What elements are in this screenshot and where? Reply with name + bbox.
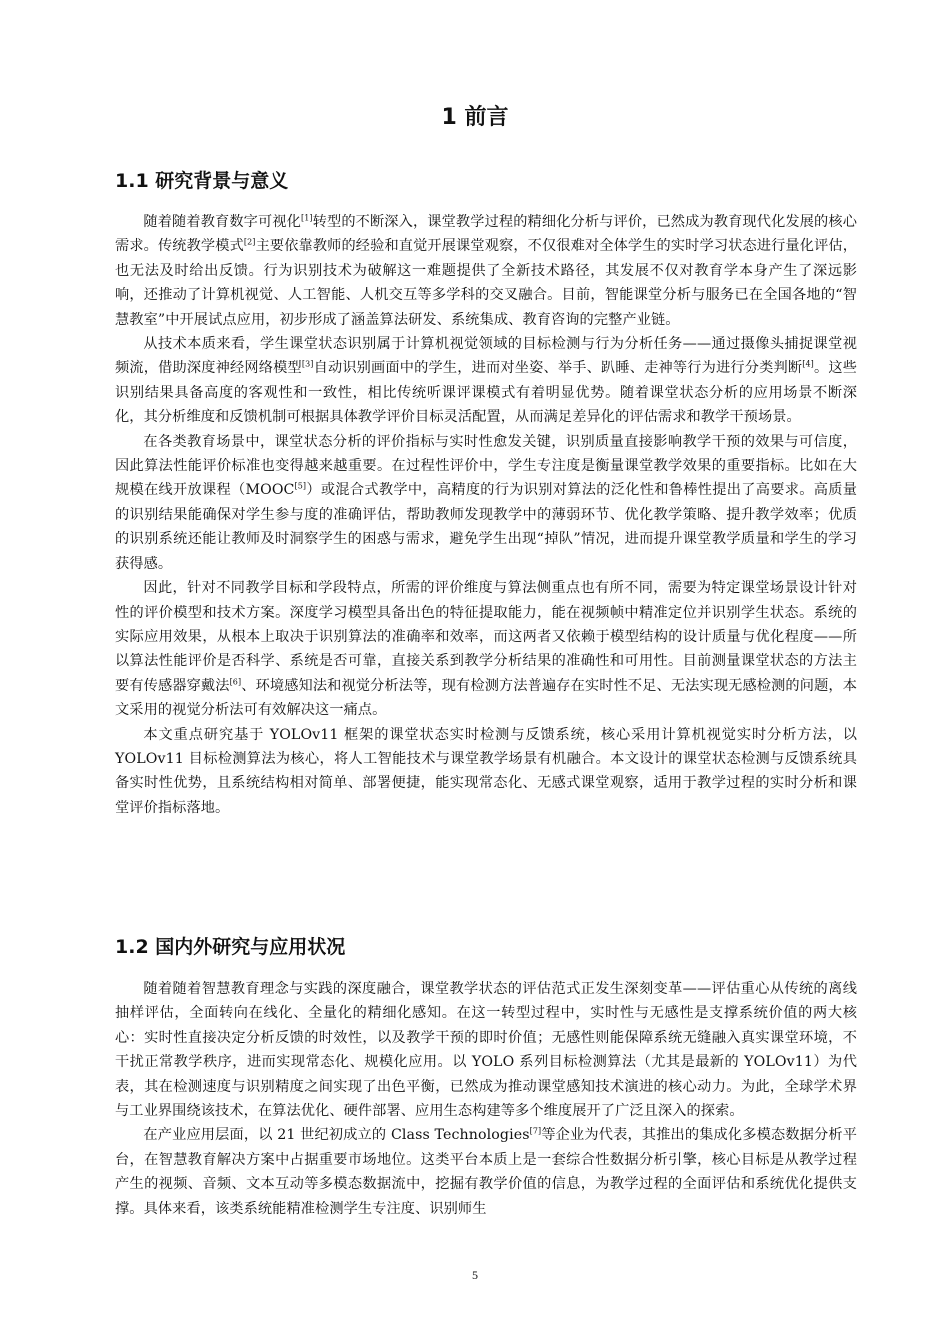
paragraph: 本文重点研究基于 YOLOv11 框架的课堂状态实时检测与反馈系统，核心采用计算机视觉实时分析方法，以 YOLOv11 目标检测算法为核心，将人工智能技术与课堂教学场景有机融合。本文设计的课堂状态检测与反馈系统具备实时性优势，且系统结构相对简单、部署便捷，能实现常态化、无感式课堂观察，适用于教学过程的实时分析和课堂评价指标落地。 bbox=[115, 726, 857, 816]
citation: [5] bbox=[294, 481, 307, 491]
section-heading-1-1: 1.1 研究背景与意义 bbox=[115, 170, 289, 192]
citation: [1] bbox=[300, 213, 313, 223]
paragraph: 随着随着智慧教育理念与实践的深度融合，课堂教学状态的评估范式正发生深刻变革——评估重心从传统的离线抽样评估，全面转向在线化、全量化的精细化感知。在这一转型过程中，实时性与无感性是支撑系统价值的两大核心：实时性直接决定分析反馈的时效性，以及教学干预的即时价值；无感性则能保障系统无缝融入真实课堂环境，不干扰正常教学秩序，进而实现常态化、规模化应用。以 YOLO 系列目标检测算法（尤其是最新的 YOLOv11）为代表，其在检测速度与识别精度之间实现了出色平衡，已然成为推动课堂感知技术演进的核心动力。为此，全球学术界与工业界围绕该技术，在算法优化、硬件部署、应用生态构建等多个维度展开了广泛且深入的探索。 bbox=[115, 981, 857, 1120]
citation: [2] bbox=[243, 237, 256, 247]
chapter-number: 1 bbox=[441, 105, 457, 130]
section-heading-1-2: 1.2 国内外研究与应用状况 bbox=[115, 936, 346, 958]
citation: [4] bbox=[802, 359, 814, 369]
paragraph: 在产业应用层面，以 21 世纪初成立的 Class Technologies[7]等企业为代表，其推出的集成化多模态数据分析平台，在智慧教育解决方案中占据重要市场地位。这类平台本质上是一套综合性数据分析引擎，核心目标是从教学过程产生的视频、音频、文本互动等多模态数据流中，挖掘有教学价值的信息，为教学过程的全面评估和系统优化提供支撑。具体来看，该类系统能精准检测学生专注度、识别师生 bbox=[115, 1126, 858, 1217]
chapter-name: 前言 bbox=[464, 105, 509, 130]
section-body-1-2 bbox=[115, 977, 857, 1221]
citation: [7] bbox=[529, 1126, 542, 1136]
paragraph: 从技术本质来看，学生课堂状态识别属于计算机视觉领域的目标检测与行为分析任务——通过摄像头捕捉课堂视频流，借助深度神经网络模型[3]自动识别画面中的学生，进而对坐姿、举手、趴睡、走神等行为进行分类判断[4]。这些识别结果具备高度的客观性和一致性，相比传统听课评课模式有着明显优势。随着课堂状态分析的应用场景不断深化，其分析维度和反馈机制可根据具体教学评价目标灵活配置，从而满足差异化的评估需求和教学干预场景。 bbox=[115, 336, 857, 426]
citation: [6] bbox=[229, 676, 242, 686]
page-number: 5 bbox=[472, 1268, 478, 1282]
paragraph: 随着随着教育数字可视化[1]转型的不断深入，课堂教学过程的精细化分析与评价，已然成为教育现代化发展的核心需求。传统教学模式[2]主要依靠教师的经验和直觉开展课堂观察，不仅很难对全体学生的实时学习状态进行量化评估，也无法及时给出反馈。行为识别技术为破解这一难题提供了全新技术路径，其发展不仅对教育学本身产生了深远影响，还推动了计算机视觉、人工智能、人机交互等多学科的交叉融合。目前，智能课堂分析与服务已在全国各地的“智慧教室”中开展试点应用，初步形成了涵盖算法研发、系统集成、教育咨询的完整产业链。 bbox=[115, 213, 857, 328]
section-body-1-1 bbox=[115, 210, 857, 820]
chapter-title bbox=[0, 100, 950, 131]
paragraph: 在各类教育场景中，课堂状态分析的评价指标与实时性愈发关键，识别质量直接影响教学干预的效果与可信度，因此算法性能评价标准也变得越来越重要。在过程性评价中，学生专注度是衡量课堂教学效果的重要指标。比如在大规模在线开放课程（MOOC[5]）或混合式教学中，高精度的行为识别对算法的泛化性和鲁棒性提出了高要求。高质量的识别结果能确保对学生参与度的准确评估，帮助教师发现教学中的薄弱环节、优化教学策略、提升教学效率；优质的识别系统还能让教师及时洞察学生的困惑与需求，避免学生出现“掉队”情况，进而提升课堂教学质量和学生的学习获得感。 bbox=[115, 433, 857, 572]
paragraph: 因此，针对不同教学目标和学段特点，所需的评价维度与算法侧重点也有所不同，需要为特定课堂场景设计针对性的评价模型和技术方案。深度学习模型具备出色的特征提取能力，能在视频帧中精准定位并识别学生状态。系统的实际应用效果，从根本上取决于识别算法的准确率和效率，而这两者又依赖于模型结构的设计质量与优化程度——所以算法性能评价是否科学、系统是否可靠，直接关系到教学分析结果的准确性和可用性。目前测量课堂状态的方法主要有传感器穿戴法[6]、环境感知法和视觉分析法等，现有检测方法普遍存在实时性不足、无法实现无感检测的问题，本文采用的视觉分析法可有效解决这一痛点。 bbox=[115, 580, 857, 719]
citation: [3] bbox=[301, 359, 314, 369]
